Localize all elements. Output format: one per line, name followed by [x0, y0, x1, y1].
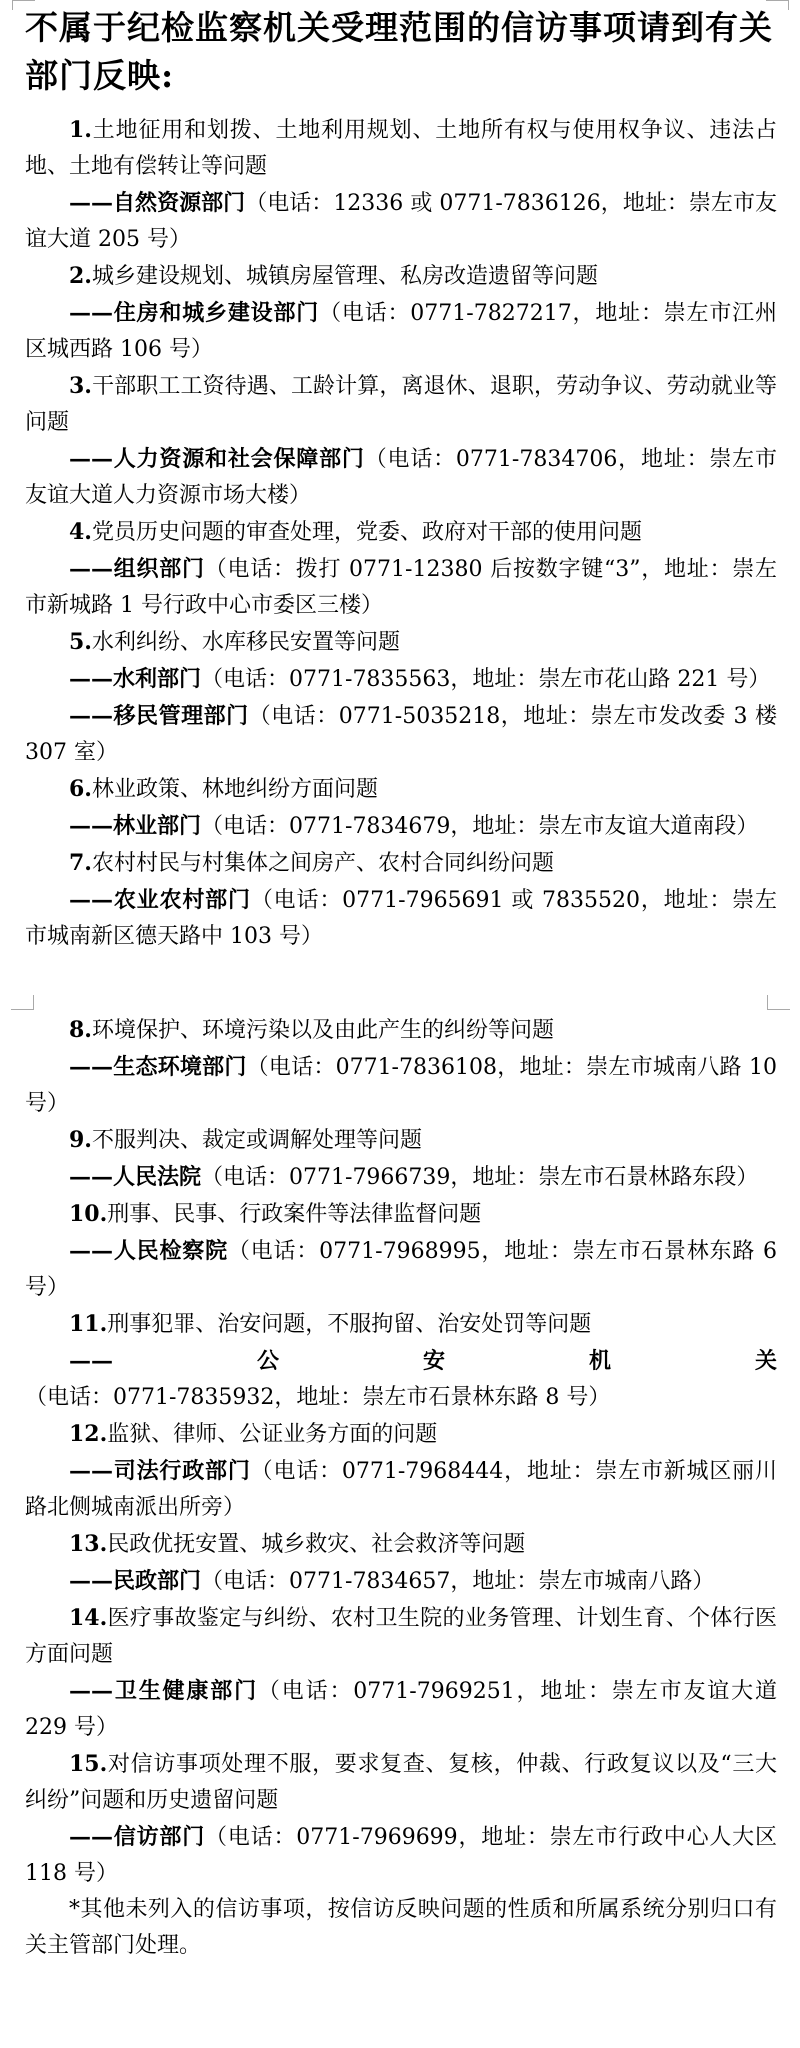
issue-paragraph — [25, 112, 777, 185]
department-name: ——卫生健康部门 — [69, 1678, 258, 1704]
issue-paragraph — [25, 1746, 777, 1819]
issue-text: 林业政策、林地纠纷方面问题 — [91, 777, 378, 802]
department-name: ——司法行政部门 — [69, 1458, 251, 1484]
issue-paragraph — [25, 1012, 777, 1049]
petition-item — [25, 1746, 777, 1892]
petition-item — [25, 258, 777, 368]
department-name: ——水利部门 — [69, 666, 202, 692]
issue-paragraph — [25, 1526, 777, 1563]
issue-paragraph — [25, 1122, 777, 1159]
issue-text: 医疗事故鉴定与纠纷、农村卫生院的业务管理、计划生育、个体行医方面问题 — [25, 1606, 777, 1667]
department-contact-info: （电话：0771-7836108，地址：崇左市城南八路 10 号） — [25, 1055, 777, 1116]
department-name: ——信访部门 — [69, 1824, 206, 1850]
issue-paragraph — [25, 1600, 777, 1673]
department-contact-info: （电话：0771-7834706，地址：崇左市友谊大道人力资源市场大楼） — [25, 447, 777, 508]
issue-paragraph — [25, 514, 777, 551]
department-paragraph — [25, 551, 777, 624]
petition-item — [25, 514, 777, 624]
item-number: 15. — [69, 1751, 108, 1777]
page2-items — [25, 1012, 777, 1892]
item-number: 1. — [69, 117, 92, 143]
department-name: ——民政部门 — [69, 1568, 202, 1594]
issue-paragraph — [25, 1306, 777, 1343]
petition-item — [25, 368, 777, 514]
department-paragraph — [25, 1343, 777, 1416]
issue-text: 刑事、民事、行政案件等法律监督问题 — [107, 1202, 482, 1227]
department-paragraph — [25, 1453, 777, 1526]
department-paragraph — [25, 1819, 777, 1892]
department-paragraph — [25, 808, 777, 845]
department-paragraph — [25, 441, 777, 514]
department-name: ——林业部门 — [69, 813, 202, 839]
department-contact-info: （电话：0771-7969699，地址：崇左市行政中心人大区 118 号） — [25, 1825, 777, 1886]
department-contact-info: （电话：0771-7969251，地址：崇左市友谊大道 229 号） — [25, 1679, 777, 1740]
issue-text: 对信访事项处理不服，要求复查、复核，仲裁、行政复议以及“三大纠纷”问题和历史遗留问题 — [25, 1752, 777, 1813]
department-paragraph — [25, 698, 777, 771]
issue-paragraph — [25, 1196, 777, 1233]
petition-item — [25, 1416, 777, 1526]
department-name: ——自然资源部门 — [69, 190, 246, 216]
item-number: 13. — [69, 1531, 108, 1557]
issue-paragraph — [25, 845, 777, 882]
department-contact-info: （电话：0771-7965691 或 7835520，地址：崇左市城南新区德天路中 103 号） — [25, 888, 777, 949]
department-name: ——住房和城乡建设部门 — [69, 300, 320, 326]
item-number: 12. — [69, 1421, 108, 1447]
petition-item — [25, 1196, 777, 1306]
petition-item — [25, 112, 777, 258]
page2-section — [25, 1012, 777, 1964]
department-paragraph — [25, 1233, 777, 1306]
page1-items — [25, 112, 777, 955]
issue-text: 不服判决、裁定或调解处理等问题 — [91, 1128, 422, 1153]
petition-item — [25, 624, 777, 771]
department-paragraph — [25, 1049, 777, 1122]
issue-paragraph — [25, 771, 777, 808]
issue-text: 民政优抚安置、城乡救灾、社会救济等问题 — [107, 1532, 526, 1557]
item-number: 9. — [69, 1127, 92, 1153]
petition-item — [25, 1526, 777, 1600]
department-contact-info: （电话：0771-7827217，地址：崇左市江州区城西路 106 号） — [25, 301, 777, 362]
issue-text: 刑事犯罪、治安问题，不服拘留、治安处罚等问题 — [107, 1312, 592, 1337]
petition-item — [25, 1600, 777, 1746]
petition-item — [25, 771, 777, 845]
issue-text: 城乡建设规划、城镇房屋管理、私房改造遗留等问题 — [91, 264, 598, 289]
department-contact-info: （电话：0771-7835563，地址：崇左市花山路 221 号） — [201, 667, 771, 692]
department-name: ——人民法院 — [69, 1164, 202, 1190]
department-name: ——农业农村部门 — [69, 887, 251, 913]
item-number: 2. — [69, 263, 92, 289]
department-name: ——生态环境部门 — [69, 1054, 247, 1080]
document-title: 不属于纪检监察机关受理范围的信访事项请到有关部门反映: — [25, 8, 773, 95]
department-name: ——人民检察院 — [69, 1238, 228, 1264]
department-contact-info: （电话：拨打 0771-12380 后按数字键“3”，地址：崇左市新城路 1 号行政中心市委区三楼） — [25, 557, 777, 618]
issue-paragraph — [25, 258, 777, 295]
issue-text: 干部职工工资待遇、工龄计算，离退休、退职，劳动争议、劳动就业等问题 — [25, 374, 777, 435]
department-contact-info: （电话：12336 或 0771-7836126，地址：崇左市友谊大道 205 号） — [25, 191, 777, 252]
department-paragraph — [25, 882, 777, 955]
petition-item — [25, 1012, 777, 1122]
item-number: 6. — [69, 776, 92, 802]
item-number: 14. — [69, 1605, 108, 1631]
department-paragraph — [25, 1159, 777, 1196]
issue-paragraph — [25, 624, 777, 661]
department-paragraph — [25, 1563, 777, 1600]
department-contact-info: （电话：0771-5035218，地址：崇左市发改委 3 楼 307 室） — [25, 704, 777, 765]
issue-paragraph — [25, 368, 777, 441]
department-paragraph — [25, 1673, 777, 1746]
department-name: ——移民管理部门 — [69, 703, 249, 729]
issue-text: 监狱、律师、公证业务方面的问题 — [107, 1422, 438, 1447]
page-break-mark-right — [767, 995, 790, 1010]
issue-text: 农村村民与村集体之间房产、农村合同纠纷问题 — [91, 851, 554, 876]
department-name: ——人力资源和社会保障部门 — [69, 446, 365, 472]
issue-text: 水利纠纷、水库移民安置等问题 — [91, 630, 400, 655]
page1-section — [25, 112, 777, 955]
note-paragraph: *其他未列入的信访事项，按信访反映问题的性质和所属系统分别归口有关主管部门处理。 — [25, 1897, 777, 1958]
department-contact-info: （电话：0771-7835932，地址：崇左市石景林东路 8 号） — [25, 1385, 611, 1410]
petition-item — [25, 845, 777, 955]
department-name: ——组织部门 — [69, 556, 205, 582]
item-number: 5. — [69, 629, 92, 655]
department-contact-info: （电话：0771-7834657，地址：崇左市城南八路） — [201, 1569, 715, 1594]
item-number: 11. — [69, 1311, 108, 1337]
page-break-mark-left — [11, 995, 34, 1010]
petition-item — [25, 1306, 777, 1416]
issue-paragraph — [25, 1416, 777, 1453]
department-paragraph — [25, 185, 777, 258]
issue-text: 党员历史问题的审查处理，党委、政府对干部的使用问题 — [91, 520, 642, 545]
issue-text: 土地征用和划拨、土地利用规划、土地所有权与使用权争议、违法占地、土地有偿转让等问题 — [25, 118, 777, 179]
department-contact-info: （电话：0771-7834679，地址：崇左市友谊大道南段） — [201, 814, 759, 839]
department-name: ——公安机关 — [69, 1348, 777, 1374]
department-contact-info: （电话：0771-7968444，地址：崇左市新城区丽川路北侧城南派出所旁） — [25, 1459, 777, 1520]
issue-text: 环境保护、环境污染以及由此产生的纠纷等问题 — [91, 1018, 554, 1043]
department-paragraph — [25, 295, 777, 368]
department-contact-info: （电话：0771-7966739，地址：崇左市石景林路东段） — [201, 1165, 759, 1190]
item-number: 8. — [69, 1017, 92, 1043]
item-number: 10. — [69, 1201, 108, 1227]
petition-item — [25, 1122, 777, 1196]
item-number: 7. — [69, 850, 92, 876]
item-number: 4. — [69, 519, 92, 545]
item-number: 3. — [69, 373, 92, 399]
department-paragraph — [25, 661, 777, 698]
department-contact-info: （电话：0771-7968995，地址：崇左市石景林东路 6 号） — [25, 1239, 777, 1300]
